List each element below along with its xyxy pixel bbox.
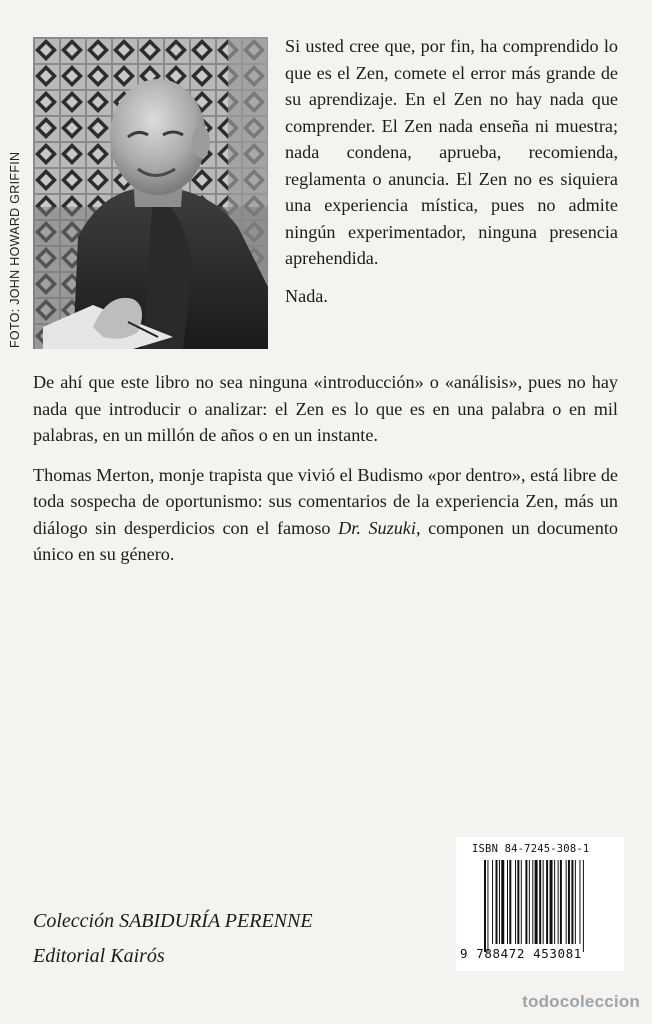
- barcode-bar: [558, 860, 559, 944]
- barcode-bar: [583, 860, 584, 952]
- barcode-bar: [525, 860, 527, 944]
- barcode-bar: [543, 860, 544, 944]
- barcode-bar: [529, 860, 530, 944]
- collection-name: Colección SABIDURÍA PERENNE: [33, 910, 313, 932]
- barcode-bar: [532, 860, 533, 944]
- description-paragraph-2-start: Thomas Merton, monje trapista que vivió el Budismo «por dentro», está libre de toda sospecha de oportunismo: sus comentarios de la experiencia Zen, más un diálogo sin desperdicios con el famoso: [33, 464, 618, 538]
- intro-paragraph: Si usted cree que, por fin, ha comprendido lo que es el Zen, comete el error más grande de su aprendizaje. En el Zen no hay nada que comprender. El Zen nada enseña ni muestra; nada condena, aprueba, recomienda, reglamenta o anuncia. El Zen no es siquiera una experiencia mística, pues no admite ningún experimentador, ninguna presencia aprehendida.: [285, 36, 618, 268]
- barcode-bar: [550, 860, 553, 944]
- barcode-bar: [501, 860, 504, 944]
- barcode-bar: [492, 860, 493, 944]
- description-paragraph-2: [33, 462, 618, 568]
- barcode-bar: [568, 860, 570, 944]
- barcode-bar: [484, 860, 486, 952]
- barcode-bars: [484, 860, 616, 952]
- description-paragraph-1: De ahí que este libro no sea ninguna «introducción» o «análisis», pues no hay nada que introducir o analizar: el Zen es lo que es en una palabra o en mil palabras, en un millón de años o en un instante.: [33, 372, 618, 445]
- publisher-name: Editorial Kairós: [33, 945, 165, 967]
- barcode-digits: 9 788472 453081: [460, 946, 582, 961]
- intro-text: [285, 33, 618, 309]
- barcode-bar: [496, 860, 498, 944]
- barcode-bar: [507, 860, 508, 944]
- barcode-bar: [546, 860, 548, 944]
- barcode-bar: [539, 860, 541, 944]
- nada-line: Nada.: [285, 285, 328, 306]
- watermark: todocoleccion: [522, 992, 640, 1011]
- barcode-bar: [499, 860, 500, 944]
- isbn-label: ISBN 84-7245-308-1: [472, 843, 590, 855]
- barcode-bar: [515, 860, 516, 944]
- barcode-bar: [487, 860, 488, 952]
- photo-credit: FOTO: JOHN HOWARD GRIFFIN: [8, 151, 22, 348]
- author-photo-image: [33, 37, 268, 349]
- barcode-bar: [554, 860, 555, 944]
- barcode-bar: [566, 860, 567, 944]
- barcode-bar: [560, 860, 562, 944]
- barcode-bar: [579, 860, 580, 944]
- description-text: [33, 369, 618, 581]
- barcode-bar: [517, 860, 519, 944]
- barcode-bar: [571, 860, 573, 944]
- barcode-bar: [509, 860, 511, 944]
- barcode: [484, 860, 616, 952]
- barcode-bar: [535, 860, 538, 944]
- author-photo: [33, 37, 268, 349]
- suzuki-name: Dr. Suzuki: [338, 517, 416, 538]
- description-paragraph-2-end: , componen un documento único en su género.: [33, 517, 618, 564]
- barcode-bar: [521, 860, 522, 944]
- barcode-bar: [575, 860, 576, 944]
